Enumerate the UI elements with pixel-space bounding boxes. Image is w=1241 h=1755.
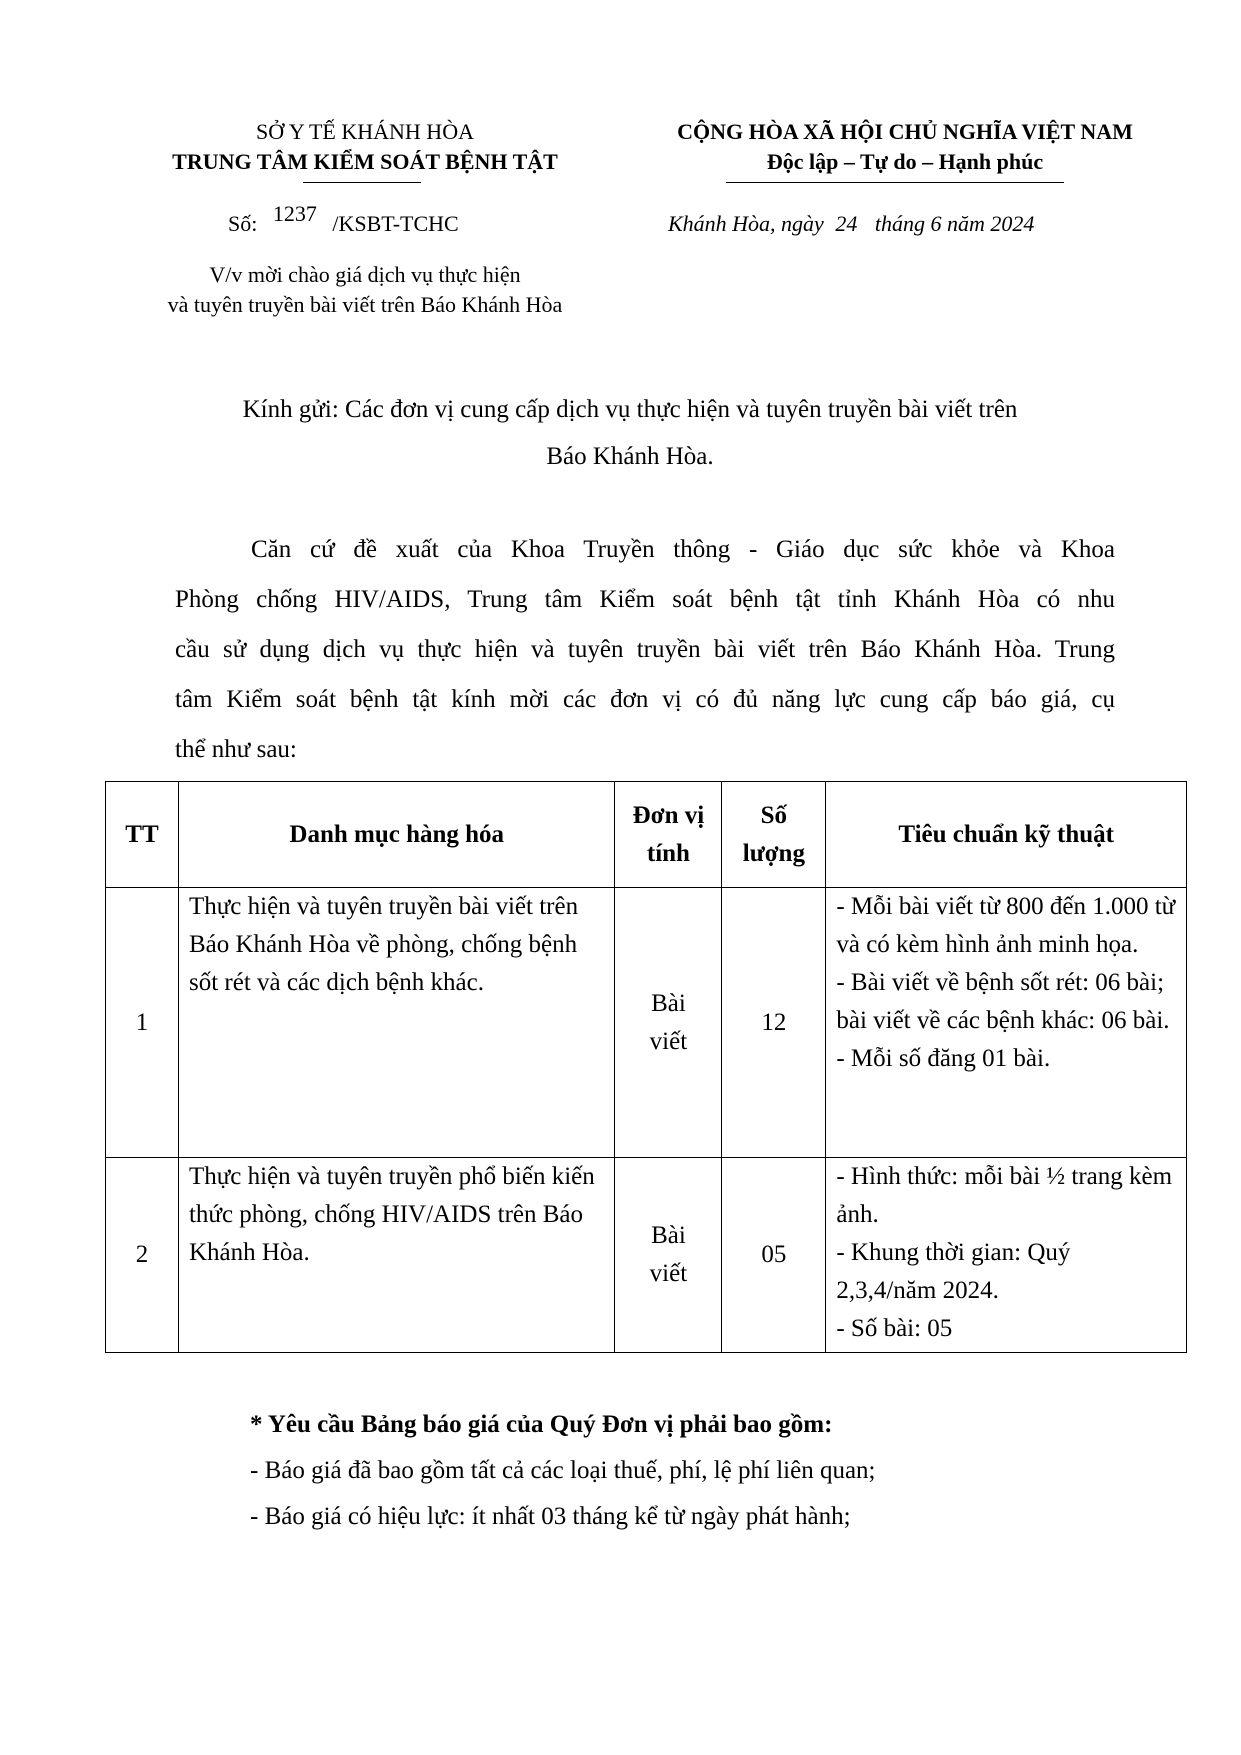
recipient-line-1: Kính gửi: Các đơn vị cung cấp dịch vụ thực hiện và tuyên truyền bài viết trên	[242, 396, 1018, 423]
header-tt: TT	[106, 782, 179, 888]
subject-line-2: và tuyên truyền bài viết trên Báo Khánh Hòa	[167, 292, 563, 317]
recipient	[160, 386, 1100, 480]
row-unit	[615, 888, 722, 1158]
items-table	[105, 781, 1187, 1353]
row-item: Thực hiện và tuyên truyền bài viết trên Báo Khánh Hòa về phòng, chống bệnh sốt rét và các dịch bệnh khác.	[178, 888, 615, 1158]
row-item: Thực hiện và tuyên truyền phổ biến kiến thức phòng, chống HIV/AIDS trên Báo Khánh Hòa.	[178, 1158, 615, 1353]
row-tt: 1	[106, 888, 179, 1158]
header-left	[130, 117, 600, 177]
recipient-line-2: Báo Khánh Hòa.	[546, 443, 714, 470]
date-place: Khánh Hòa, ngày	[668, 211, 824, 236]
table-row	[106, 888, 1187, 1158]
date-day: 24	[835, 211, 858, 236]
body-line: cầu sử dụng dịch vụ thực hiện và tuyên truyền bài viết trên Báo Khánh Hòa. Trung	[175, 636, 1115, 663]
requirements-title: * Yêu cầu Bảng báo giá của Quý Đơn vị phải bao gồm:	[250, 1411, 833, 1438]
header-right	[620, 117, 1190, 177]
number-prefix: Số:	[228, 211, 258, 236]
row-tt: 2	[106, 1158, 179, 1353]
motto: Độc lập – Tự do – Hạnh phúc	[766, 149, 1044, 174]
body-paragraph	[175, 525, 1115, 775]
number-value: 1237	[272, 201, 317, 226]
subject	[130, 260, 600, 320]
table-header-row	[106, 782, 1187, 888]
subject-line-1: V/v mời chào giá dịch vụ thực hiện	[209, 262, 521, 287]
row-spec	[826, 1158, 1187, 1353]
header-item: Danh mục hàng hóa	[178, 782, 615, 888]
motto-underline	[726, 182, 1064, 183]
body-line: tâm Kiểm soát bệnh tật kính mời các đơn vị có đủ năng lực cung cấp báo giá, cụ	[175, 686, 1115, 713]
date-rest: tháng 6 năm 2024	[874, 211, 1035, 236]
table-row	[106, 1158, 1187, 1353]
spec-item: - Mỗi bài viết từ 800 đến 1.000 từ và có kèm hình ảnh minh họa.	[836, 893, 1176, 958]
row-unit-line-1: Bài	[651, 1222, 686, 1249]
body-line: thể như sau:	[175, 736, 297, 763]
spec-item: - Số bài: 05	[836, 1315, 953, 1342]
date-line	[668, 209, 1188, 239]
header-qty	[722, 782, 826, 888]
document-number	[228, 201, 568, 239]
requirements	[250, 1402, 1150, 1540]
spec-item: - Khung thời gian: Quý 2,3,4/năm 2024.	[836, 1239, 1071, 1304]
organization-name: TRUNG TÂM KIỂM SOÁT BỆNH TẬT	[172, 149, 558, 174]
header-unit-line-1: Đơn vị	[632, 801, 705, 829]
header-unit-line-2: tính	[646, 839, 690, 867]
row-spec	[826, 888, 1187, 1158]
row-qty: 12	[722, 888, 826, 1158]
requirement-item: - Báo giá có hiệu lực: ít nhất 03 tháng kể từ ngày phát hành;	[250, 1503, 851, 1530]
row-unit-line-1: Bài	[651, 989, 686, 1017]
header-spec: Tiêu chuẩn kỹ thuật	[826, 782, 1187, 888]
country-name: CỘNG HÒA XÃ HỘI CHỦ NGHĨA VIỆT NAM	[677, 119, 1133, 144]
spec-item: - Hình thức: mỗi bài ½ trang kèm ảnh.	[836, 1163, 1173, 1228]
body-line: Căn cứ đề xuất của Khoa Truyền thông - Giáo dục sức khỏe và Khoa	[251, 536, 1115, 563]
row-unit	[615, 1158, 722, 1353]
row-unit-line-2: viết	[649, 1260, 688, 1287]
body-line: Phòng chống HIV/AIDS, Trung tâm Kiểm soát bệnh tật tỉnh Khánh Hòa có nhu	[175, 586, 1115, 613]
header-qty-line-2: lượng	[742, 839, 805, 867]
ministry-name: SỞ Y TẾ KHÁNH HÒA	[256, 119, 474, 144]
requirement-item: - Báo giá đã bao gồm tất cả các loại thuế, phí, lệ phí liên quan;	[250, 1457, 876, 1484]
spec-item: - Mỗi số đăng 01 bài.	[836, 1045, 1051, 1072]
spec-item: - Bài viết về bệnh sốt rét: 06 bài; bài viết về các bệnh khác: 06 bài.	[836, 969, 1170, 1034]
header-qty-line-1: Số	[760, 801, 788, 829]
row-unit-line-2: viết	[649, 1027, 688, 1055]
row-qty: 05	[722, 1158, 826, 1353]
number-suffix: /KSBT-TCHC	[332, 211, 459, 236]
org-underline	[303, 182, 421, 183]
header-unit	[615, 782, 722, 888]
